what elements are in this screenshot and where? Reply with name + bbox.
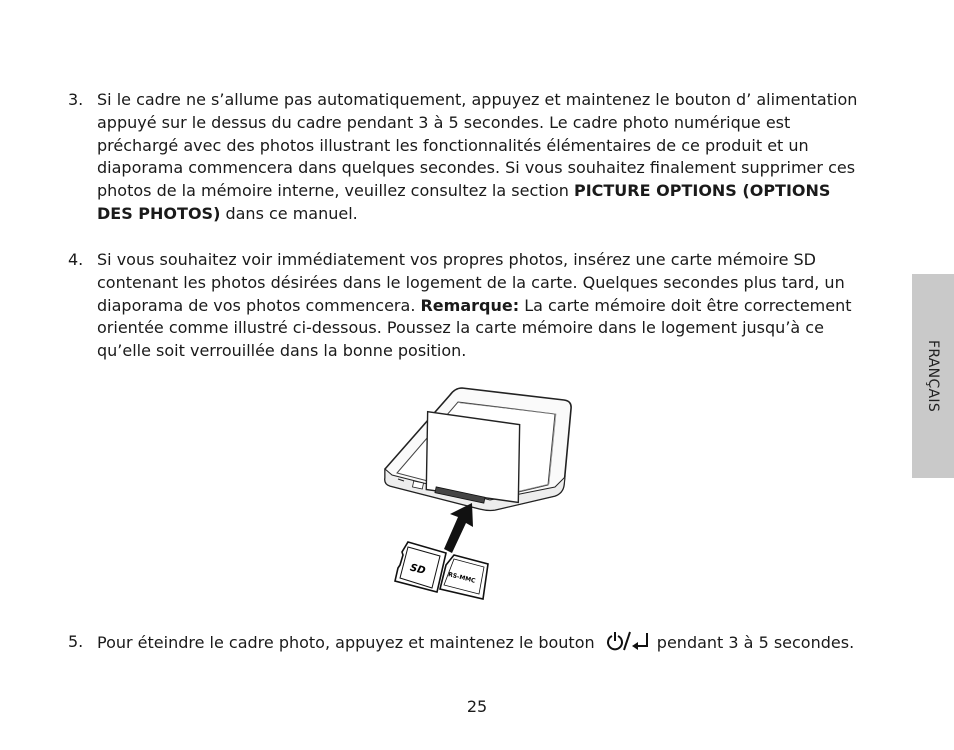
item-text: Si le cadre ne s’allume pas automatiquement, appuyez et maintenez le bouton d’ alimentation appuyé sur le dessus du cadre pendant 3 à 5 secondes. Le cadre photo numérique est préchargé avec des photos illustrant les fonctionnalités élémentaires de ce produit et un diaporama commencera dans quelques secondes. Si vous souhaitez finalement supprimer ces photos de la mémoire interne, veuillez consultez la section PICTURE OPTIONS (OPTIONS DES PHOTOS) dans ce manuel. bbox=[97, 90, 858, 223]
item-number: 4. bbox=[68, 250, 84, 269]
instruction-3 bbox=[68, 89, 868, 226]
sd-card bbox=[395, 542, 446, 592]
power-enter-icon bbox=[602, 631, 650, 651]
language-tab-label: FRANÇAIS bbox=[925, 339, 941, 413]
page-number: 25 bbox=[466, 697, 488, 716]
item-text: Si vous souhaitez voir immédiatement vos propres photos, insérez une carte mémoire SD contenant les photos désirées dans le logement de la carte. Quelques secondes plus tard, un diaporama de vos photos commencera. Remarque: La carte mémoire doit être correctement orientée comme illustré ci-dessous. Poussez la carte mémoire dans le logement jusqu’à ce qu’elle soit verrouillée dans la bonne position. bbox=[97, 250, 852, 361]
item-number: 5. bbox=[68, 632, 84, 651]
item-number: 3. bbox=[68, 90, 84, 109]
photo-frame-device bbox=[385, 388, 571, 510]
instruction-4 bbox=[68, 249, 868, 363]
card-insertion-illustration bbox=[380, 385, 580, 605]
rs-mmc-card bbox=[440, 555, 488, 599]
note-label: Remarque: bbox=[420, 295, 520, 315]
instruction-5 bbox=[68, 631, 868, 655]
language-tab bbox=[912, 274, 954, 478]
item-text: Pour éteindre le cadre photo, appuyez et maintenez le bouton pendant 3 à 5 secondes. bbox=[97, 633, 855, 652]
insert-arrow-icon bbox=[444, 503, 473, 553]
mmc-card-label: RS-MMC bbox=[447, 571, 477, 585]
sd-card-label: SD bbox=[408, 562, 427, 577]
picture-options-reference: PICTURE OPTIONS (OPTIONS DES PHOTOS) bbox=[97, 181, 831, 223]
